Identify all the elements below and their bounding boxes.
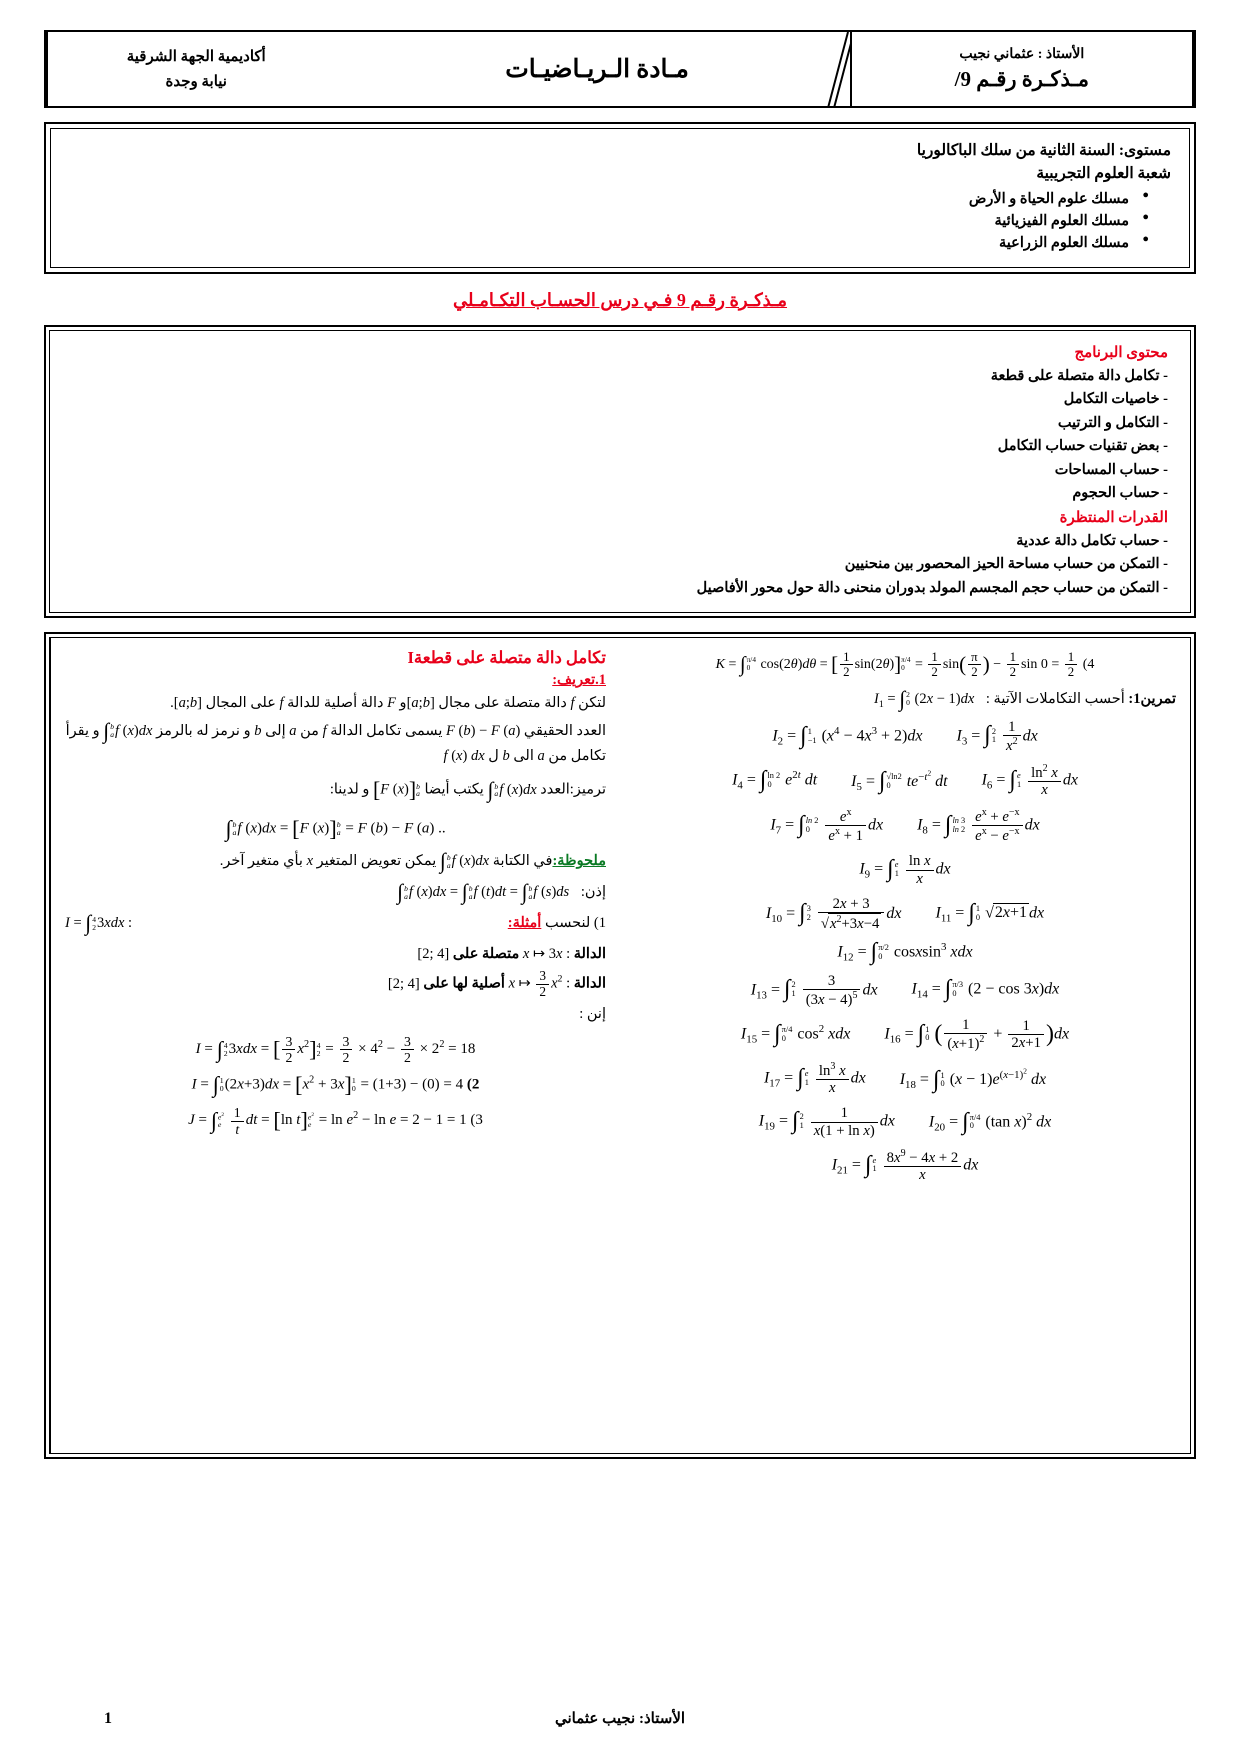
definition-heading [65,672,606,689]
section-title-text: تكامل دالة متصلة على قطعة [413,648,606,668]
programme-heading-content: محتوى البرنامج [1074,344,1168,361]
math-I8: $I_8$ = ∫ ln 3 ln 2 $\frac{e^x + e^{-x}}{e^x - e^{-x}}$ dx [917,807,1040,845]
header-academy-line2: نيابة وجدة [165,74,227,90]
math-I15: $I_{15}$ = ∫ π/4 0 $\cos^2$ xdx [740,1021,851,1048]
then-label: إذن: [580,883,606,900]
math-I16: $I_{16}$ = ∫ 1 0 ( $\frac{1}{(x+1)^2}$ + $\frac{1}{2x+1}$ )dx [884,1016,1070,1052]
header-doc-number: مـذكـرة رقـم 9/ [954,67,1089,91]
skill-item: - التمكن من حساب مساحة الحيز المحصور بين منحنيين [844,556,1168,573]
math-I19-I20-row [634,1105,1176,1138]
math-I11: $I_{11}$ = ∫ 1 0 √2x+1 dx [935,900,1045,927]
note-paragraph: ملحوظة:في الكتابة ∫ b a f (x)dx يمكن تعويض المتغير x بأي متغير آخر. [219,849,606,874]
lesson-column [50,638,620,1453]
math-example2-result: I = ∫ 1 0 $(2x+3)dx = [x^2 + 3x]$ 1 0 = (1+3) − (0) = 4 (2 [191,1072,480,1098]
header-teacher-block [850,32,1194,106]
programme-item: - حساب الحجوم [1072,485,1168,502]
page-number: 1 [104,1709,112,1727]
math-I12: $I_{12}$ = ∫ π/2 0 cosxsin$^3$ xdx [837,938,973,965]
section-heading [65,648,606,668]
math-I7: $I_7$ = ∫ ln 2 0 $\frac{e^x}{e^x + 1}$ dx [770,807,884,845]
level-line2: شعبة العلوم التجريبية [1036,165,1171,183]
math-definition-formula: ∫ b a f (x)dx = [F (x)] b a = F (b) − F (a) .. [225,816,446,842]
math-I4: $I_4$ = ∫ ln 2 0 $e^{2t}$ dt [732,767,818,794]
note-label: ملحوظة: [552,853,606,870]
programme-item: - بعض تقنيات حساب التكامل [997,438,1168,455]
math-K-integral: K = ∫ π/4 0 cos(2θ)dθ = [ $\frac{1}{2}$ sin(2θ)] π/4 0 = $\frac{1}{2}$ sin( $\frac{\pi}{2}$ ) − $\frac{1}{2}$ sin 0 = $\frac{1}{2}$ (4 [715,650,1095,680]
skill-item: - حساب تكامل دالة عددية [1016,532,1168,549]
skill-item: - التمكن من حساب حجم المجسم المولد بدوران منحنى دالة حول محور الأفاصيل [696,579,1168,596]
level-line1: مستوى: السنة الثانية من سلك الباكالوريا [916,142,1171,159]
exercise-statement: أحسب التكاملات الآتية : [985,690,1125,707]
math-I2: $I_2$ = ∫ 1 −1 $(x^4 - 4x^3 + 2)dx$ [772,722,923,749]
math-I18: $I_{18}$ = ∫ 1 0 $(x - 1)e^{(x-1)^2}$ dx [899,1066,1047,1093]
math-I4-I5-I6-row [634,763,1176,798]
header-academy-block [46,32,344,106]
math-I5: $I_5$ = ∫ √ln2 0 $te^{-t^2}$ dt [851,767,948,795]
math-I17-I18-row [634,1061,1176,1096]
programme-heading-skills: القدرات المنتظرة [1059,509,1168,526]
exercise-heading: تمرين1: أحسب التكاملات الآتية : $I_1$ = ∫ 2 0 (2x − 1)dx [873,686,1176,711]
programme-item: - التكامل و الترتيب [1057,414,1168,431]
math-I6: $I_6$ = ∫ e 1 $\frac{\ln^2 x}{x}$ dx [981,762,1078,798]
programme-item: - تكامل دالة متصلة على قطعة [990,367,1168,384]
math-I10-I11-row [634,896,1176,932]
math-I7-I8-row [634,807,1176,844]
lesson-body-box [44,632,1196,1459]
math-I9: $I_9$ = ∫ e 1 $\frac{\text{ln x}}{x}$ dx [859,853,951,887]
math-I10: $I_{10}$ = ∫ 3 2 $\frac{2x + 3}{√x^2+3x-4}$ dx [765,895,902,932]
programme-box [44,325,1196,618]
math-I13-I14-row [634,973,1176,1008]
example1-then: إنن : [579,1005,606,1022]
math-I14: $I_{14}$ = ∫ π/3 0 (2 − cos 3x)dx [911,976,1060,1003]
examples-heading: I = ∫ 4 2 3xdx : 1) لنحسب أمثلة: [65,911,606,936]
math-example3-result: J = ∫ $e^2$ e $\frac{1}{t}$ dt = [ln t] $e^2$ e = $\ln e^2 - \ln e = 2 - 1 = 1$ (3 [188,1105,483,1137]
math-change-of-variable: إذن: ∫ b a f (x)dx = ∫ b a f (t)dt = ∫ b a f (s)ds [397,879,606,904]
math-I15-I16-row [634,1017,1176,1052]
math-I3: $I_3$ = ∫ 2 1 $\frac{1}{x^2}$ dx [956,718,1038,754]
section-number: I [407,648,414,668]
list-item: ● مسلك علوم الحياة و الأرض [69,188,1149,210]
math-I13: $I_{13}$ = ∫ 2 1 $\frac{3}{(3x - 4)^5}$ dx [750,972,878,1008]
header-academy-line1: أكاديمية الجهة الشرقية [126,49,266,65]
definition-paragraph-2: العدد الحقيقي F (b) − F (a) يسمى تكامل الدالة f من a إلى b و نرمز له بالرمز ∫ b a f (x)dx و يقرأ تكامل من a الى b ل f (x) dx [65,718,606,765]
example1-line1: الدالة : x ↦ 3x متصلة على [2; 4] [417,945,606,962]
header-teacher-label: الأستاذ : عثماني نجيب [959,47,1085,62]
examples-label: أمثلة: [507,915,542,932]
page-header [44,30,1196,108]
page-title: مـادة الـريـاضيـات [505,56,689,83]
math-I2-I3-row [634,719,1176,754]
header-slash-decoration [826,32,852,106]
list-item: ● مسلك العلوم الزراعية [69,232,1149,254]
math-I17: $I_{17}$ = ∫ e 1 $\frac{\ln^3 x}{x}$ dx [763,1061,866,1097]
level-box [44,122,1196,274]
page-footer [44,1709,1196,1728]
math-I19: $I_{19}$ = ∫ 2 1 $\frac{1}{\text{x(1 + ln x)}}$ dx [758,1105,895,1139]
definition-paragraph-1: لتكن f دالة متصلة على مجال [a;b]و F دالة أصلية للدالة f على المجال [a;b]. [170,695,606,712]
exercise-label: تمرين1: [1128,690,1176,707]
exercise-column [620,638,1190,1453]
programme-item: - خاصيات التكامل [1063,391,1168,408]
example1-line2: الدالة : x ↦ $\frac{3}{2}$ $x^2$ أصلية لها على [2; 4] [387,968,606,999]
lesson-red-title: مـذكـرة رقـم 9 فـي درس الحسـاب التكـامـلي [452,289,788,310]
footer-teacher: الأستاذ: نجيب عثماني [554,1711,686,1727]
list-item: ● مسلك العلوم الفيزيائية [69,210,1149,232]
definition-notation: ترميز:العدد ∫ b a f (x)dx يكتب أيضا [F (x)] b a و لدينا: [329,777,606,803]
math-I20: $I_{20}$ = ∫ π/4 0 (tan x)$^2$ dx [928,1108,1052,1135]
math-I21: $I_{21}$ = ∫ e 1 $\frac{8x^9 - 4x + 2}{x}$ dx [831,1147,979,1183]
branch-list [69,188,1149,255]
header-title-block [344,32,849,106]
math-example1-result: I = ∫ 4 2 3xdx = [ $\frac{3}{2}$ $x^2$] 4 2 = $\frac{3}{2}$ × $4^2$ − $\frac{3}{2}$ × $2^2 = 18$ [195,1034,476,1066]
definition-label: 1.تعريف: [552,672,606,689]
example1-lead: 1) لنحسب [544,915,606,932]
programme-item: - حساب المساحات [1054,461,1168,478]
